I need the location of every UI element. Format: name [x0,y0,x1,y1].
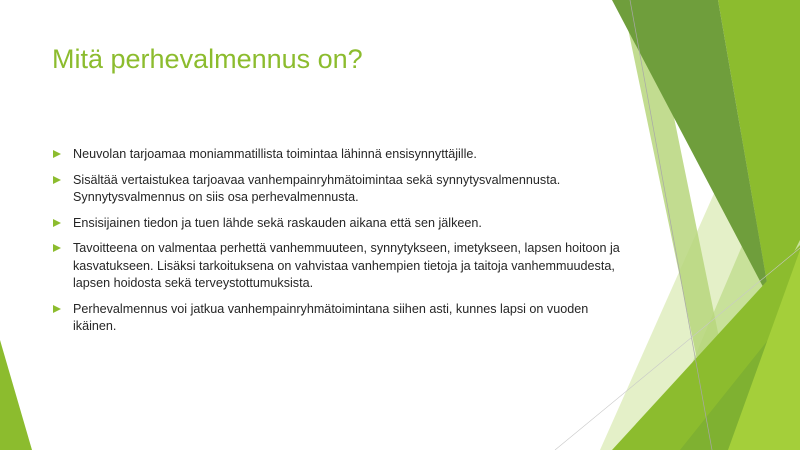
bullet-text: Tavoitteena on valmentaa perhettä vanhemmuuteen, synnytykseen, imetykseen, lapsen hoitoon ja kasvatukseen. Lisäksi tarkoituksena on vahvistaa vanhempien tietoja ja taitoja vanhemmuudesta, lapsen hoidosta sekä terveystottumuksista. [73,241,620,290]
bullet-item [52,215,620,233]
bullet-item [52,240,620,293]
left-edge-shape [0,340,32,450]
bullet-text: Perhevalmennus voi jatkua vanhempainryhmätoimintana siihen asti, kunnes lapsi on vuoden ikäinen. [73,301,589,333]
bullet-list [52,146,620,344]
bullet-item [52,301,620,336]
triangle-right-icon [53,305,61,313]
bullet-text: Sisältää vertaistukea tarjoavaa vanhempainryhmätoimintaa sekä synnytysvalmennusta. Synnytysvalmennus on siis osa perhevalmennusta. [73,172,561,204]
triangle-right-icon [53,150,61,158]
bullet-text: Neuvolan tarjoamaa moniammatillista toimintaa lähinnä ensisynnyttäjille. [73,147,477,161]
bullet-item [52,146,620,164]
slide-title: Mitä perhevalmennus on? [52,44,363,74]
bullet-item [52,172,620,207]
triangle-right-icon [53,219,61,227]
triangle-right-icon [53,176,61,184]
triangle-right-icon [53,244,61,252]
bullet-text: Ensisijainen tiedon ja tuen lähde sekä raskauden aikana että sen jälkeen. [73,215,482,230]
